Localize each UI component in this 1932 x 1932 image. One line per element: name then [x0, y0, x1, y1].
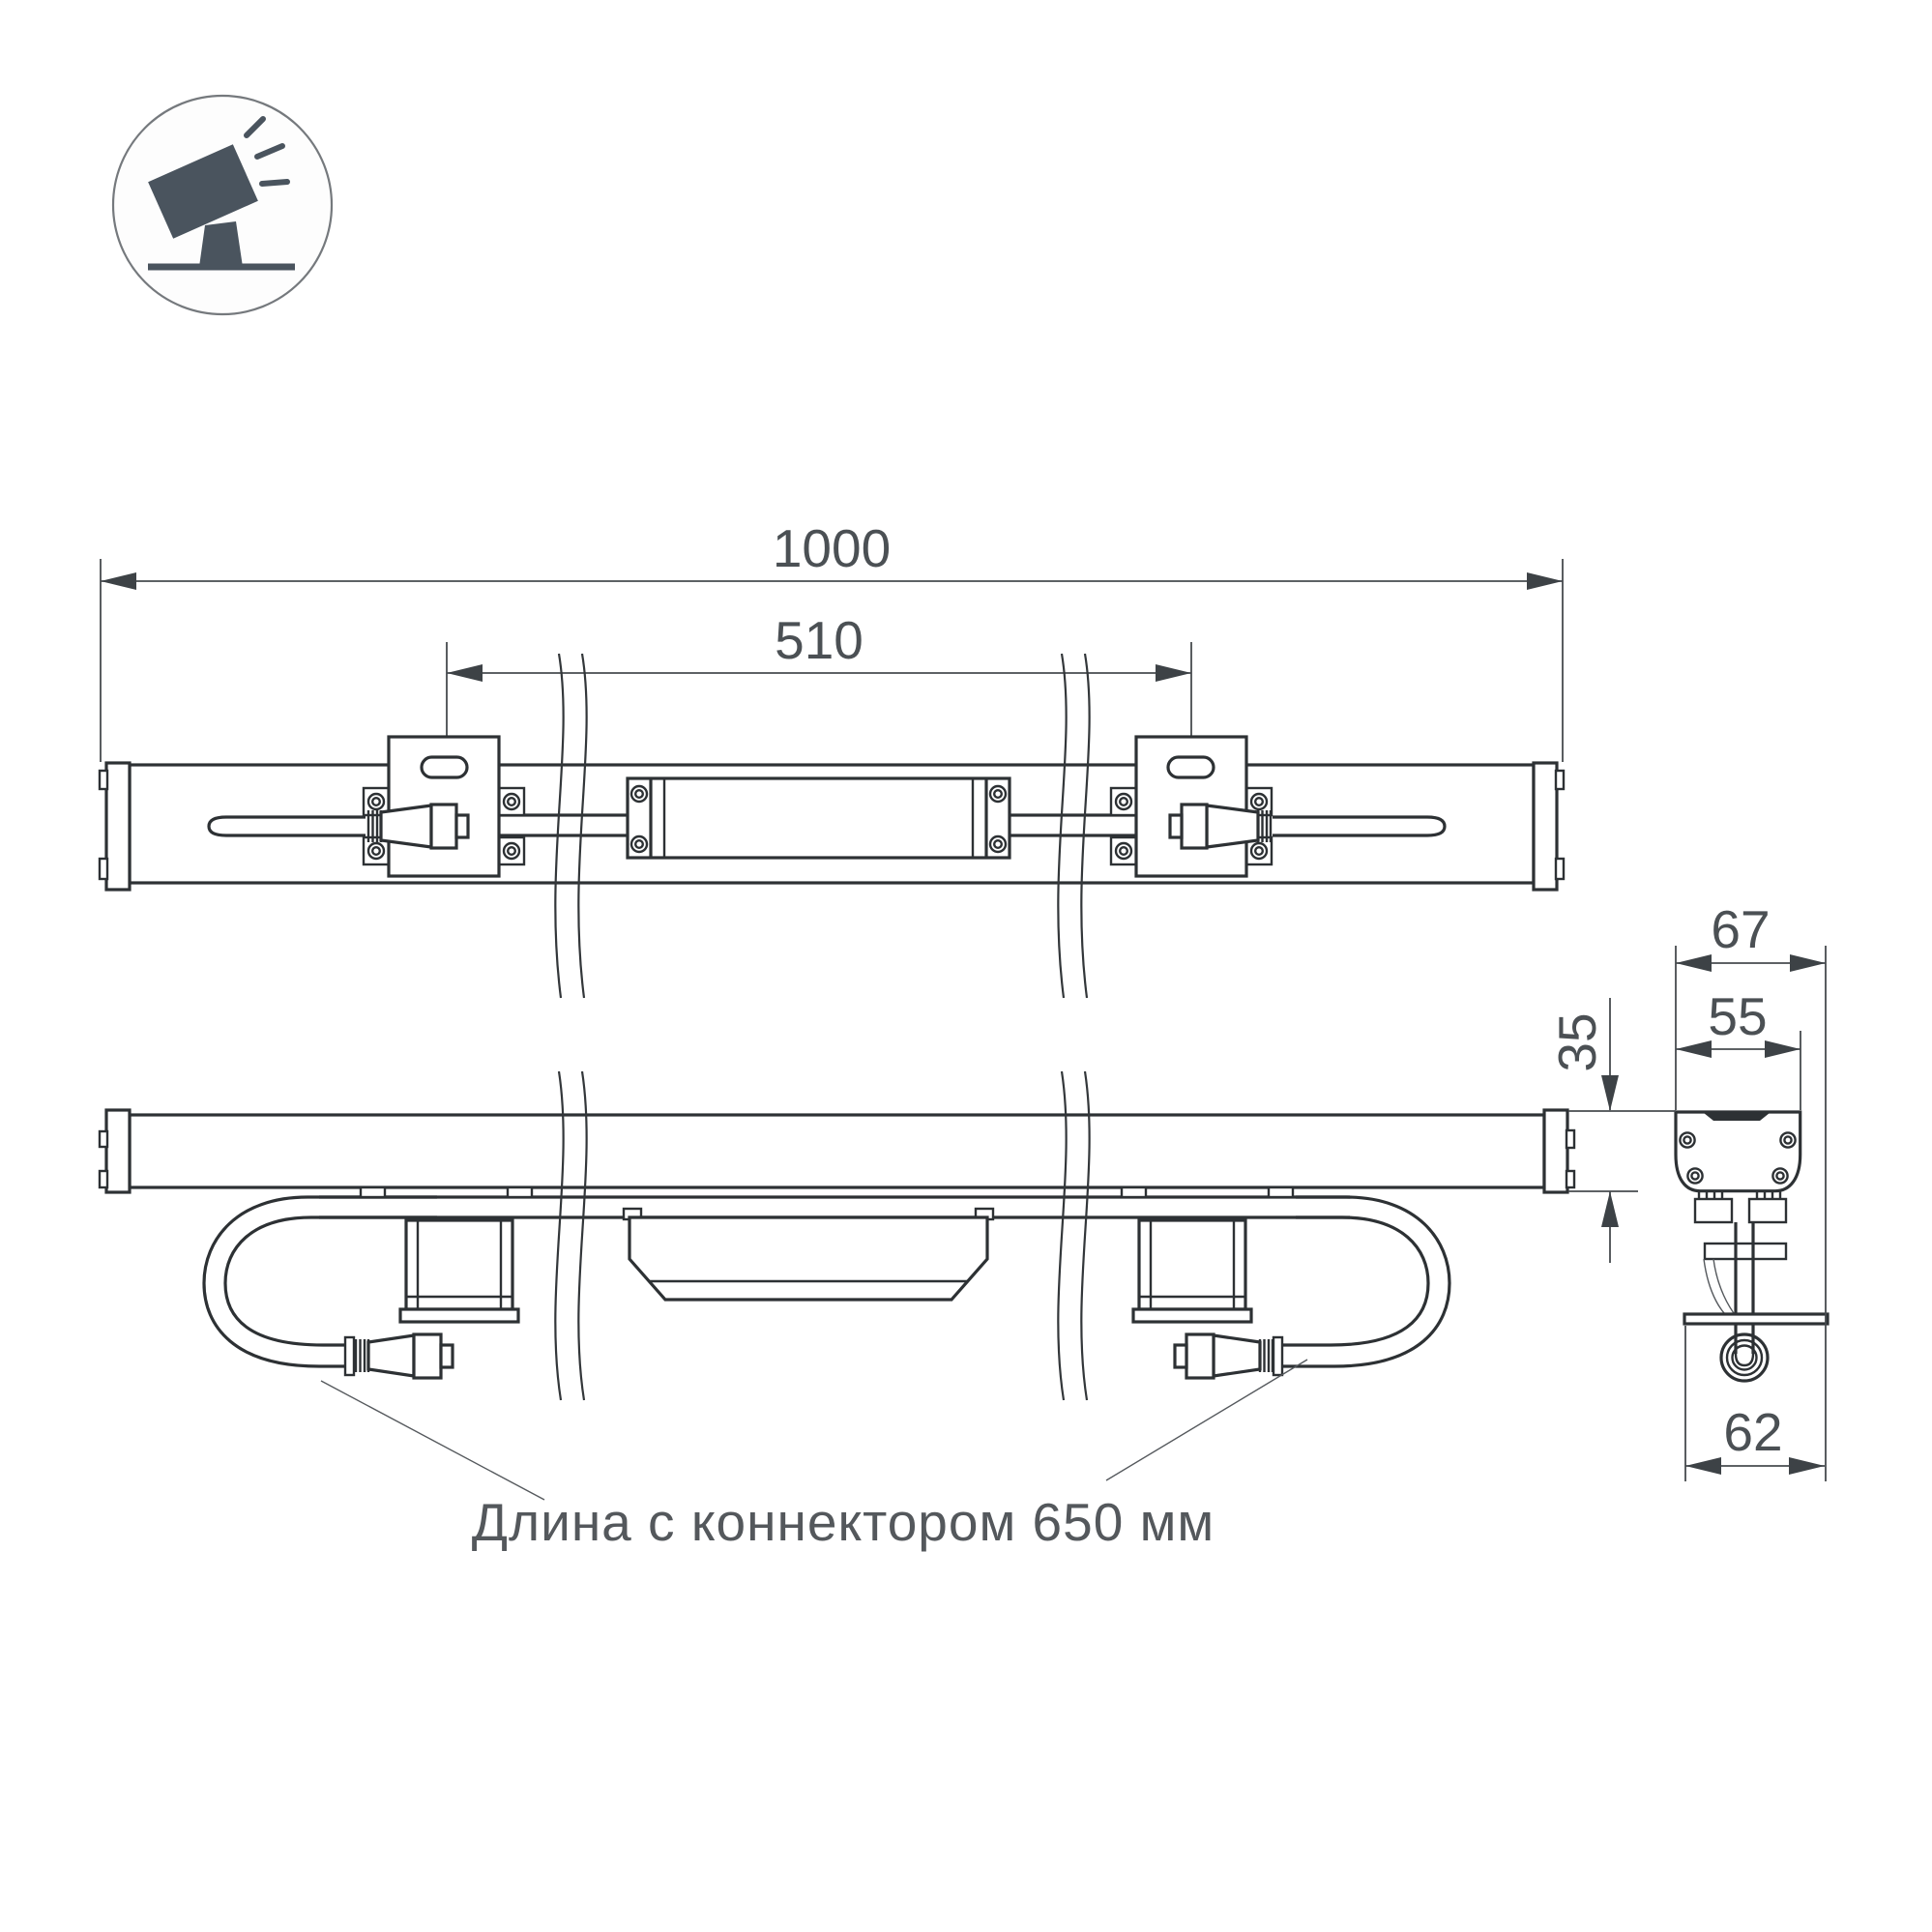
rear-right-endcap-tab [1566, 1171, 1574, 1187]
rear-left-endcap-tab [100, 1171, 107, 1187]
front-right-rod [1273, 817, 1445, 835]
front-right-endcap-tab [1556, 859, 1564, 879]
rear-right-bracket-block [1133, 1220, 1251, 1322]
rear-left-endcap-tab [100, 1131, 107, 1147]
dim-bracket-depth-label: 62 [1723, 1402, 1783, 1462]
dim-total-length-label: 1000 [772, 518, 892, 578]
side-mount-plate [1684, 1314, 1828, 1324]
front-right-connector [1170, 805, 1271, 848]
caption-length-with-connector: Длина с коннектором 650 мм [471, 1492, 1215, 1552]
rear-right-endcap [1544, 1110, 1567, 1192]
rear-right-connector [1175, 1334, 1282, 1378]
front-view [100, 654, 1564, 998]
spotlight-icon [113, 96, 332, 314]
front-right-bracket [1111, 737, 1272, 876]
front-rod [497, 815, 629, 835]
front-right-endcap [1534, 763, 1557, 890]
side-lens-strip [1704, 1113, 1770, 1121]
icon-stand [199, 221, 243, 267]
front-left-endcap [106, 763, 130, 890]
dimension-55 [1676, 986, 1800, 1110]
dim-body-height-label: 35 [1547, 1012, 1607, 1072]
front-left-bracket [364, 737, 524, 876]
dimension-510 [447, 610, 1191, 773]
front-left-connector [368, 805, 468, 848]
rear-bar-body [130, 1115, 1544, 1187]
front-left-rod [209, 817, 366, 835]
caption-leader-left [321, 1381, 544, 1500]
front-left-endcap-tab [100, 771, 107, 789]
rear-view [100, 1071, 1574, 1500]
rear-left-endcap [106, 1110, 130, 1192]
side-bracket-assembly [1684, 1191, 1828, 1381]
rear-left-bracket-block [400, 1220, 518, 1322]
side-cable-gland [1721, 1334, 1768, 1381]
front-right-bracket-slot [1168, 757, 1214, 777]
rear-right-endcap-tab [1566, 1130, 1574, 1148]
dim-body-width-label: 55 [1708, 986, 1768, 1046]
dimension-62 [1685, 1326, 1825, 1481]
dim-mount-spacing-label: 510 [775, 610, 864, 670]
side-view [1568, 1111, 1828, 1381]
dim-overall-width-label: 67 [1711, 899, 1771, 959]
rear-left-connector [345, 1334, 453, 1378]
rear-driver-box [624, 1209, 993, 1300]
front-driver-box [628, 778, 1010, 858]
front-right-endcap-tab [1556, 771, 1564, 789]
front-left-endcap-tab [100, 859, 107, 879]
front-left-bracket-slot [422, 757, 467, 777]
